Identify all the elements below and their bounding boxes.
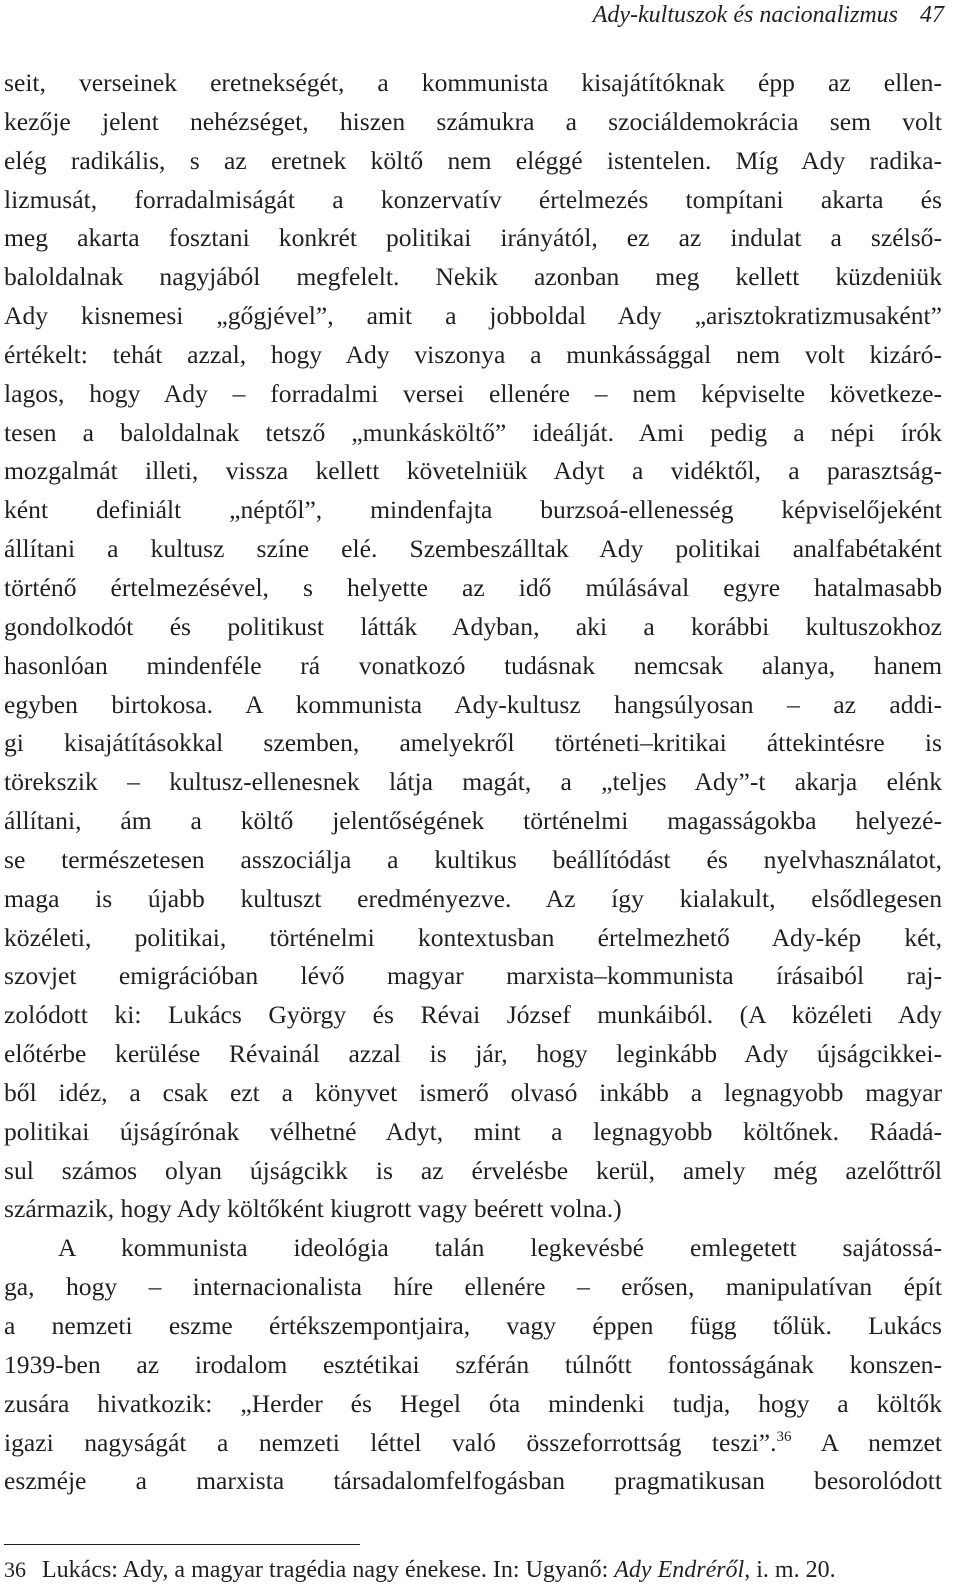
running-title: Ady-kultuszok és nacionalizmus [592,2,898,28]
text-line: politikai újságírónak vélhetné Adyt, mint a legnagyobb költőnek. Ráadá- [4,1116,942,1146]
text-line: előtérbe kerülése Révainál azzal is jár, hogy leginkább Ady újságcikkei- [4,1039,942,1069]
text-line: értékelt: tehát azzal, hogy Ady viszonya a munkássággal nem volt kizáró- [4,339,942,369]
text-line: törekszik – kultusz-ellenesnek látja magát, a „teljes Ady”-t akarja elénk [4,767,942,797]
text-line: hasonlóan mindenféle rá vonatkozó tudásnak nemcsak alanya, hanem [4,650,942,680]
text-line: seit, verseinek eretnekségét, a kommunista kisajátítóknak épp az ellen- [4,68,942,97]
text-line: állítani a kultusz színe elé. Szembeszálltak Ady politikai analfabétaként [4,534,942,564]
text-line: kezője jelent nehézséget, hiszen számukra a szociáldemokrácia sem volt [4,106,942,136]
text-line: szovjet emigrációban lévő magyar marxista–kommunista írásaiból raj- [4,961,942,991]
text-line: maga is újabb kultuszt eredményezve. Az így kialakult, elsődlegesen [4,883,942,913]
text-line: ga, hogy – internacionalista híre ellenére – erősen, manipulatívan épít [4,1272,942,1302]
text-line: meg akarta fosztani konkrét politikai irányától, ez az indulat a szélső- [4,223,942,253]
footnote [4,1552,954,1588]
footnote-number: 36 [4,1557,26,1582]
text-line: történő értelmezésével, s helyette az idő múlásával egyre hatalmasabb [4,572,942,602]
text-line: mozgalmát illeti, vissza kellett követelniük Adyt a vidéktől, a parasztság- [4,456,942,486]
text-line: zusára hivatkozik: „Herder és Hegel óta mindenki tudja, hogy a költők [4,1388,942,1418]
text-line: tesen a baloldalnak tetsző „munkásköltő” ideálját. Ami pedig a népi írók [4,417,942,447]
text-line: baloldalnak nagyjából megfelelt. Nekik azonban meg kellett küzdeniük [4,262,942,292]
paragraph-first-line: A kommunista ideológia talán legkevésbé emlegetett sajátossá- [58,1233,942,1263]
text-line: se természetesen asszociálja a kultikus beállítódást és nyelvhasználatot, [4,844,942,874]
text-line: zolódott ki: Lukács György és Révai József munkáiból. (A közéleti Ady [4,1000,942,1030]
text-line: gondolkodót és politikust látták Adyban, aki a korábbi kultuszokhoz [4,611,942,641]
footnote-divider [4,1544,360,1545]
footnote-text-end: , i. m. 20. [744,1557,836,1583]
text-line: 1939-ben az irodalom esztétikai szférán túlnőtt fontosságának konszen- [4,1349,942,1379]
footnote-reference[interactable]: 36 [776,1428,792,1445]
text-line: a nemzeti eszme értékszempontjaira, vagy éppen függ tőlük. Lukács [4,1311,942,1340]
text-line: elég radikális, s az eretnek költő nem eléggé istentelen. Míg Ady radika- [4,145,942,175]
text-line: gi kisajátításokkal szemben, amelyekről történeti–kritikai áttekintésre is [4,728,942,758]
text-line: lizmusát, forradalmiságát a konzervatív értelmezés tompítani akarta és [4,184,942,214]
text-line: közéleti, politikai, történelmi kontextusban értelmezhető Ady-kép két, [4,922,942,952]
line-tail: A nemzet [791,1427,942,1457]
text-line: állítani, ám a költő jelentőségének történelmi magasságokba helyezé- [4,806,942,836]
body-text [4,64,942,1501]
text-line: Ady kisnemesi „gőgjével”, amit a jobboldal Ady „arisztokratizmusaként” [4,301,942,331]
running-head [0,0,944,30]
text-line: ből idéz, a csak ezt a könyvet ismerő olvasó inkább a legnagyobb magyar [4,1077,942,1107]
page-number: 47 [920,2,944,28]
text-line: egyben birtokosa. A kommunista Ady-kultusz hangsúlyosan – az addi- [4,689,942,719]
text-line: lagos, hogy Ady – forradalmi versei ellenére – nem képviselte következe- [4,378,942,408]
text-line: sul számos olyan újságcikk is az érvelésbe kerül, amely még azelőttről [4,1155,942,1185]
footnote-book-title: Ady Endréről [614,1557,745,1583]
text-line: ként definiált „néptől”, mindenfajta burzsoá-ellenesség képviselőjeként [4,495,942,525]
footnote-text: Lukács: Ady, a magyar tragédia nagy énekese. In: Ugyanő: [42,1557,615,1583]
text-line: eszméje a marxista társadalomfelfogásban pragmatikusan besorolódott [4,1466,942,1496]
text-line: származik, hogy Ady költőként kiugrott vagy beérett volna.) [4,1194,622,1224]
text-line-with-note [4,1424,942,1463]
quote-text: igazi nagyságát a nemzeti léttel való összeforrottság teszi”. [4,1427,777,1457]
